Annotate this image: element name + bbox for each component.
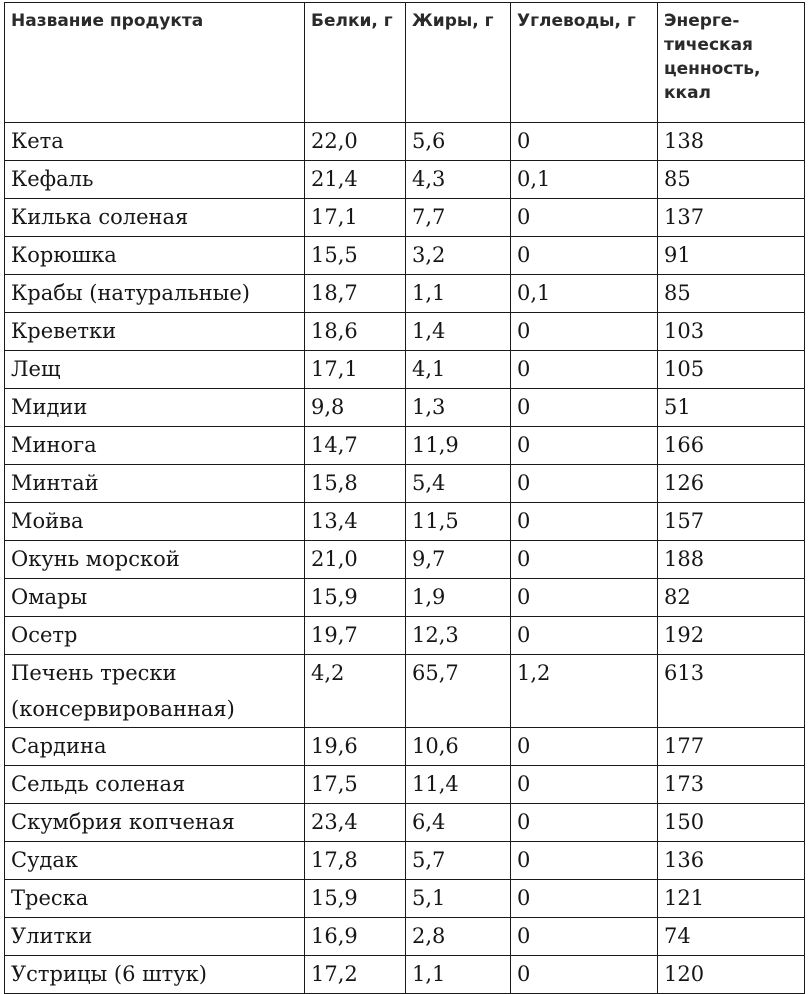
table-row	[5, 842, 805, 880]
cell-fat: 4,3	[406, 161, 511, 199]
cell-fat: 4,1	[406, 351, 511, 389]
cell-carbs: 0	[511, 579, 658, 617]
cell-carbs: 0	[511, 842, 658, 880]
cell-energy: 173	[658, 766, 805, 804]
cell-energy: 85	[658, 275, 805, 313]
cell-fat: 1,9	[406, 579, 511, 617]
cell-protein: 4,2	[305, 655, 406, 728]
cell-energy: 166	[658, 427, 805, 465]
cell-energy: 85	[658, 161, 805, 199]
cell-energy: 157	[658, 503, 805, 541]
cell-product-name: Лещ	[5, 351, 305, 389]
cell-fat: 6,4	[406, 804, 511, 842]
cell-energy: 150	[658, 804, 805, 842]
cell-protein: 19,7	[305, 617, 406, 655]
cell-product-name: Мойва	[5, 503, 305, 541]
table-row	[5, 313, 805, 351]
cell-protein: 16,9	[305, 918, 406, 956]
cell-product-name: Мидии	[5, 389, 305, 427]
cell-carbs: 0	[511, 313, 658, 351]
cell-fat: 10,6	[406, 728, 511, 766]
cell-energy: 613	[658, 655, 805, 728]
cell-product-name: Кефаль	[5, 161, 305, 199]
header-carbs: Углеводы, г	[511, 3, 658, 123]
header-product-name: Название продукта	[5, 3, 305, 123]
cell-protein: 19,6	[305, 728, 406, 766]
table-row	[5, 655, 805, 728]
cell-fat: 9,7	[406, 541, 511, 579]
cell-fat: 5,7	[406, 842, 511, 880]
cell-fat: 1,4	[406, 313, 511, 351]
cell-energy: 74	[658, 918, 805, 956]
cell-protein: 21,0	[305, 541, 406, 579]
cell-fat: 1,1	[406, 956, 511, 994]
cell-energy: 138	[658, 123, 805, 161]
cell-protein: 23,4	[305, 804, 406, 842]
cell-protein: 17,8	[305, 842, 406, 880]
cell-protein: 15,9	[305, 579, 406, 617]
cell-carbs: 0	[511, 617, 658, 655]
table-row	[5, 427, 805, 465]
cell-carbs: 0	[511, 503, 658, 541]
cell-product-name: Судак	[5, 842, 305, 880]
cell-carbs: 0	[511, 804, 658, 842]
cell-protein: 14,7	[305, 427, 406, 465]
cell-fat: 5,6	[406, 123, 511, 161]
cell-carbs: 1,2	[511, 655, 658, 728]
cell-carbs: 0	[511, 427, 658, 465]
table-row	[5, 617, 805, 655]
header-fat: Жиры, г	[406, 3, 511, 123]
cell-protein: 15,9	[305, 880, 406, 918]
cell-product-name: Минога	[5, 427, 305, 465]
cell-carbs: 0,1	[511, 275, 658, 313]
cell-protein: 17,1	[305, 351, 406, 389]
header-protein: Белки, г	[305, 3, 406, 123]
cell-product-name: Скумбрия копченая	[5, 804, 305, 842]
cell-carbs: 0,1	[511, 161, 658, 199]
cell-energy: 91	[658, 237, 805, 275]
table-row	[5, 161, 805, 199]
cell-carbs: 0	[511, 728, 658, 766]
table-row	[5, 351, 805, 389]
table-row	[5, 199, 805, 237]
cell-energy: 82	[658, 579, 805, 617]
cell-product-name: Устрицы (6 штук)	[5, 956, 305, 994]
cell-energy: 51	[658, 389, 805, 427]
cell-energy: 126	[658, 465, 805, 503]
cell-fat: 5,4	[406, 465, 511, 503]
cell-protein: 21,4	[305, 161, 406, 199]
cell-fat: 1,3	[406, 389, 511, 427]
cell-carbs: 0	[511, 465, 658, 503]
header-energy: Энерге-тическая ценность, ккал	[658, 3, 805, 123]
cell-protein: 15,5	[305, 237, 406, 275]
cell-energy: 177	[658, 728, 805, 766]
table-row	[5, 123, 805, 161]
cell-product-name: Кета	[5, 123, 305, 161]
cell-protein: 17,5	[305, 766, 406, 804]
table-row	[5, 579, 805, 617]
cell-product-name: Треска	[5, 880, 305, 918]
table-row	[5, 804, 805, 842]
table-header-row	[5, 3, 805, 123]
cell-protein: 17,2	[305, 956, 406, 994]
cell-carbs: 0	[511, 766, 658, 804]
cell-fat: 11,4	[406, 766, 511, 804]
cell-product-name: Омары	[5, 579, 305, 617]
cell-product-name: Печень трески (консервированная)	[5, 655, 305, 728]
cell-fat: 11,9	[406, 427, 511, 465]
cell-energy: 188	[658, 541, 805, 579]
cell-product-name: Сельдь соленая	[5, 766, 305, 804]
cell-fat: 7,7	[406, 199, 511, 237]
cell-protein: 22,0	[305, 123, 406, 161]
cell-protein: 18,6	[305, 313, 406, 351]
table-row	[5, 766, 805, 804]
cell-fat: 2,8	[406, 918, 511, 956]
cell-energy: 105	[658, 351, 805, 389]
cell-carbs: 0	[511, 237, 658, 275]
cell-product-name: Сардина	[5, 728, 305, 766]
cell-energy: 137	[658, 199, 805, 237]
cell-energy: 103	[658, 313, 805, 351]
table-row	[5, 237, 805, 275]
cell-protein: 18,7	[305, 275, 406, 313]
nutrition-table	[4, 2, 805, 994]
cell-carbs: 0	[511, 880, 658, 918]
cell-product-name: Минтай	[5, 465, 305, 503]
table-body	[5, 123, 805, 994]
cell-carbs: 0	[511, 389, 658, 427]
cell-energy: 121	[658, 880, 805, 918]
cell-fat: 5,1	[406, 880, 511, 918]
cell-product-name: Улитки	[5, 918, 305, 956]
cell-product-name: Килька соленая	[5, 199, 305, 237]
cell-product-name: Крабы (натуральные)	[5, 275, 305, 313]
cell-product-name: Креветки	[5, 313, 305, 351]
cell-product-name: Окунь морской	[5, 541, 305, 579]
table-row	[5, 541, 805, 579]
table-row	[5, 880, 805, 918]
table-row	[5, 503, 805, 541]
cell-protein: 15,8	[305, 465, 406, 503]
cell-carbs: 0	[511, 918, 658, 956]
table-row	[5, 465, 805, 503]
cell-carbs: 0	[511, 123, 658, 161]
table-row	[5, 728, 805, 766]
table-row	[5, 918, 805, 956]
cell-carbs: 0	[511, 199, 658, 237]
cell-energy: 192	[658, 617, 805, 655]
cell-product-name: Корюшка	[5, 237, 305, 275]
cell-protein: 17,1	[305, 199, 406, 237]
table-row	[5, 389, 805, 427]
cell-fat: 65,7	[406, 655, 511, 728]
cell-fat: 11,5	[406, 503, 511, 541]
cell-carbs: 0	[511, 956, 658, 994]
cell-protein: 9,8	[305, 389, 406, 427]
cell-carbs: 0	[511, 541, 658, 579]
cell-energy: 120	[658, 956, 805, 994]
cell-fat: 12,3	[406, 617, 511, 655]
cell-fat: 3,2	[406, 237, 511, 275]
cell-product-name: Осетр	[5, 617, 305, 655]
table-row	[5, 275, 805, 313]
cell-energy: 136	[658, 842, 805, 880]
cell-protein: 13,4	[305, 503, 406, 541]
cell-carbs: 0	[511, 351, 658, 389]
cell-fat: 1,1	[406, 275, 511, 313]
